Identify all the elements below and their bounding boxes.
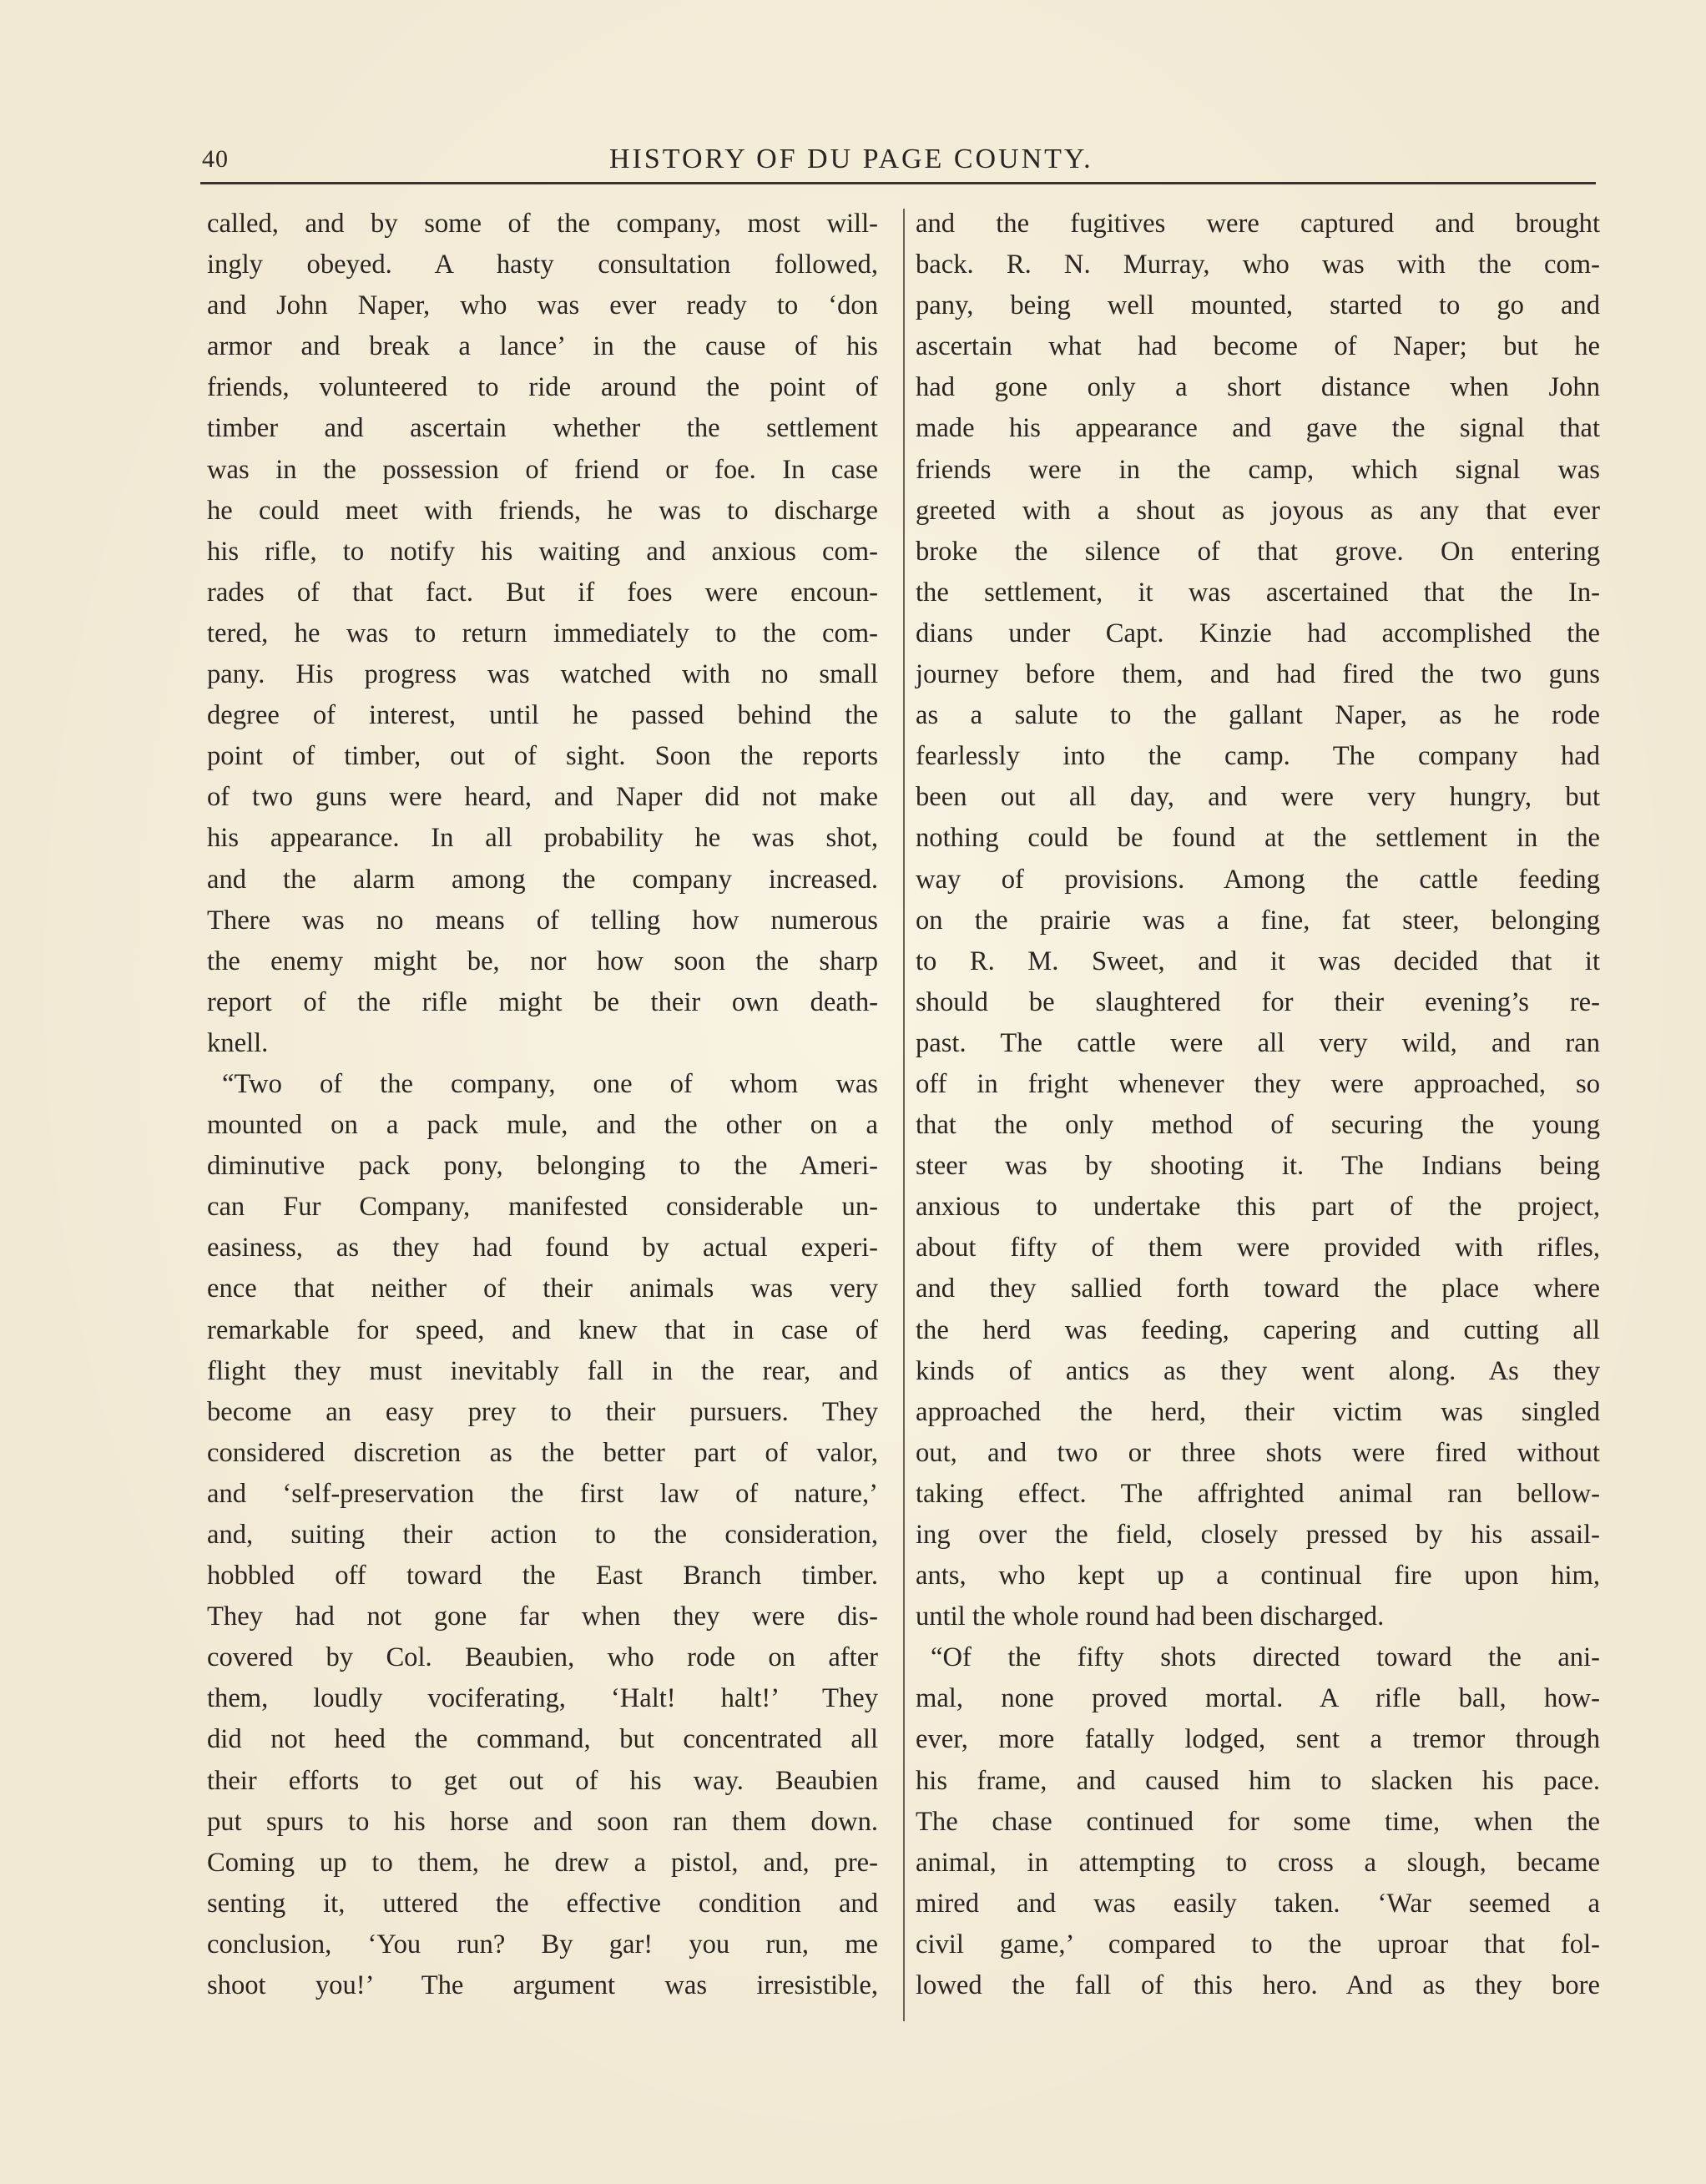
text-line: his frame, and caused him to slacken his pace. <box>916 1765 1600 1796</box>
text-line: put spurs to his horse and soon ran them down. <box>207 1806 878 1837</box>
text-line: way of provisions. Among the cattle feeding <box>916 864 1600 895</box>
text-line: back. R. N. Murray, who was with the com- <box>916 250 1600 280</box>
text-line: friends, volunteered to ride around the point of <box>207 372 878 403</box>
text-line: rades of that fact. But if foes were encoun- <box>207 577 878 608</box>
text-line: made his appearance and gave the signal that <box>916 413 1600 444</box>
text-line: diminutive pack pony, belonging to the Ameri- <box>207 1151 878 1182</box>
text-line: ing over the field, closely pressed by his assail- <box>916 1520 1600 1550</box>
text-line: past. The cattle were all very wild, and ran <box>916 1027 1600 1058</box>
text-line: taking effect. The affrighted animal ran bellow- <box>916 1478 1600 1509</box>
text-line: hobbled off toward the East Branch timber. <box>207 1561 878 1591</box>
text-line: and, suiting their action to the consideration, <box>207 1520 878 1550</box>
text-line: dians under Capt. Kinzie had accomplished the <box>916 618 1600 648</box>
text-line: he could meet with friends, he was to discharge <box>207 495 878 526</box>
text-line: armor and break a lance’ in the cause of his <box>207 331 878 362</box>
page-number: 40 <box>202 145 229 173</box>
text-line: and ‘self-preservation the first law of nature,’ <box>207 1478 878 1509</box>
text-line: civil game,’ compared to the uproar that fol- <box>916 1929 1600 1960</box>
text-line: shoot you!’ The argument was irresistible, <box>207 1970 878 2001</box>
text-line: anxious to undertake this part of the project, <box>916 1192 1600 1223</box>
text-line: pany, being well mounted, started to go and <box>916 290 1600 321</box>
text-line: ascertain what had become of Naper; but he <box>916 331 1600 362</box>
text-line: conclusion, ‘You run? By gar! you run, me <box>207 1929 878 1960</box>
text-line: the enemy might be, nor how soon the sharp <box>207 946 878 976</box>
text-line: should be slaughtered for their evening’s re- <box>916 986 1600 1017</box>
text-line: mired and was easily taken. ‘War seemed a <box>916 1888 1600 1919</box>
text-line: out, and two or three shots were fired without <box>916 1437 1600 1468</box>
running-title: HISTORY OF DU PAGE COUNTY. <box>609 144 1093 174</box>
text-line: on the prairie was a fine, fat steer, belonging <box>916 905 1600 936</box>
text-line: point of timber, out of sight. Soon the reports <box>207 741 878 772</box>
text-line: friends were in the camp, which signal was <box>916 454 1600 485</box>
text-line: ever, more fatally lodged, sent a tremor through <box>916 1724 1600 1755</box>
text-line: broke the silence of that grove. On entering <box>916 536 1600 567</box>
text-line: them, loudly vociferating, ‘Halt! halt!’ They <box>207 1683 878 1714</box>
text-line: of two guns were heard, and Naper did not make <box>207 782 878 813</box>
text-line: senting it, uttered the effective condition and <box>207 1888 878 1919</box>
left-text-column <box>207 204 878 2006</box>
text-line: their efforts to get out of his way. Beaubien <box>207 1765 878 1796</box>
text-line: had gone only a short distance when John <box>916 372 1600 403</box>
text-line: kinds of antics as they went along. As they <box>916 1355 1600 1386</box>
text-line: report of the rifle might be their own death- <box>207 986 878 1017</box>
text-line: and John Naper, who was ever ready to ‘don <box>207 290 878 321</box>
column-divider <box>903 209 905 2021</box>
text-line: “Two of the company, one of whom was <box>222 1068 878 1099</box>
text-line: fearlessly into the camp. The company had <box>916 741 1600 772</box>
text-line: until the whole round had been discharged. <box>916 1601 1385 1632</box>
text-line: The chase continued for some time, when the <box>916 1806 1600 1837</box>
text-line: and they sallied forth toward the place where <box>916 1274 1600 1304</box>
text-line: was in the possession of friend or foe. In case <box>207 454 878 485</box>
text-line: his appearance. In all probability he was shot, <box>207 823 878 854</box>
text-line: mounted on a pack mule, and the other on a <box>207 1110 878 1141</box>
text-line: degree of interest, until he passed behind the <box>207 700 878 731</box>
text-line: journey before them, and had fired the two guns <box>916 659 1600 690</box>
text-line: timber and ascertain whether the settlement <box>207 413 878 444</box>
text-line: his rifle, to notify his waiting and anxious com- <box>207 536 878 567</box>
right-text-column <box>916 204 1600 2006</box>
text-line: Coming up to them, he drew a pistol, and, pre- <box>207 1847 878 1878</box>
text-line: as a salute to the gallant Naper, as he rode <box>916 700 1600 731</box>
header-rule <box>200 182 1596 184</box>
text-line: flight they must inevitably fall in the rear, and <box>207 1355 878 1386</box>
text-line: pany. His progress was watched with no small <box>207 659 878 690</box>
text-line: about fifty of them were provided with rifles, <box>916 1233 1600 1263</box>
text-line: easiness, as they had found by actual experi- <box>207 1233 878 1263</box>
text-line: mal, none proved mortal. A rifle ball, how- <box>916 1683 1600 1714</box>
text-line: “Of the fifty shots directed toward the ani- <box>931 1642 1600 1673</box>
text-line: ants, who kept up a continual fire upon him, <box>916 1561 1600 1591</box>
text-line: the settlement, it was ascertained that the In- <box>916 577 1600 608</box>
text-line: lowed the fall of this hero. And as they bore <box>916 1970 1600 2001</box>
text-line: nothing could be found at the settlement in the <box>916 823 1600 854</box>
text-line: steer was by shooting it. The Indians being <box>916 1151 1600 1182</box>
text-line: tered, he was to return immediately to the com- <box>207 618 878 648</box>
text-line: ence that neither of their animals was very <box>207 1274 878 1304</box>
text-line: remarkable for speed, and knew that in case of <box>207 1314 878 1345</box>
text-line: approached the herd, their victim was singled <box>916 1396 1600 1427</box>
text-line: and the alarm among the company increased. <box>207 864 878 895</box>
text-line: that the only method of securing the young <box>916 1110 1600 1141</box>
text-line: the herd was feeding, capering and cutting all <box>916 1314 1600 1345</box>
text-line: greeted with a shout as joyous as any that ever <box>916 495 1600 526</box>
text-line: become an easy prey to their pursuers. They <box>207 1396 878 1427</box>
text-line: There was no means of telling how numerous <box>207 905 878 936</box>
text-line: to R. M. Sweet, and it was decided that it <box>916 946 1600 976</box>
text-line: They had not gone far when they were dis- <box>207 1601 878 1632</box>
text-line: and the fugitives were captured and brought <box>916 209 1600 239</box>
text-line: called, and by some of the company, most will- <box>207 209 878 239</box>
text-line: did not heed the command, but concentrated all <box>207 1724 878 1755</box>
text-line: covered by Col. Beaubien, who rode on after <box>207 1642 878 1673</box>
text-line: ingly obeyed. A hasty consultation followed, <box>207 250 878 280</box>
text-line: considered discretion as the better part of valor, <box>207 1437 878 1468</box>
text-line: can Fur Company, manifested considerable un- <box>207 1192 878 1223</box>
text-line: off in fright whenever they were approached, so <box>916 1068 1600 1099</box>
text-line: been out all day, and were very hungry, but <box>916 782 1600 813</box>
text-line: knell. <box>207 1027 269 1058</box>
text-line: animal, in attempting to cross a slough, became <box>916 1847 1600 1878</box>
